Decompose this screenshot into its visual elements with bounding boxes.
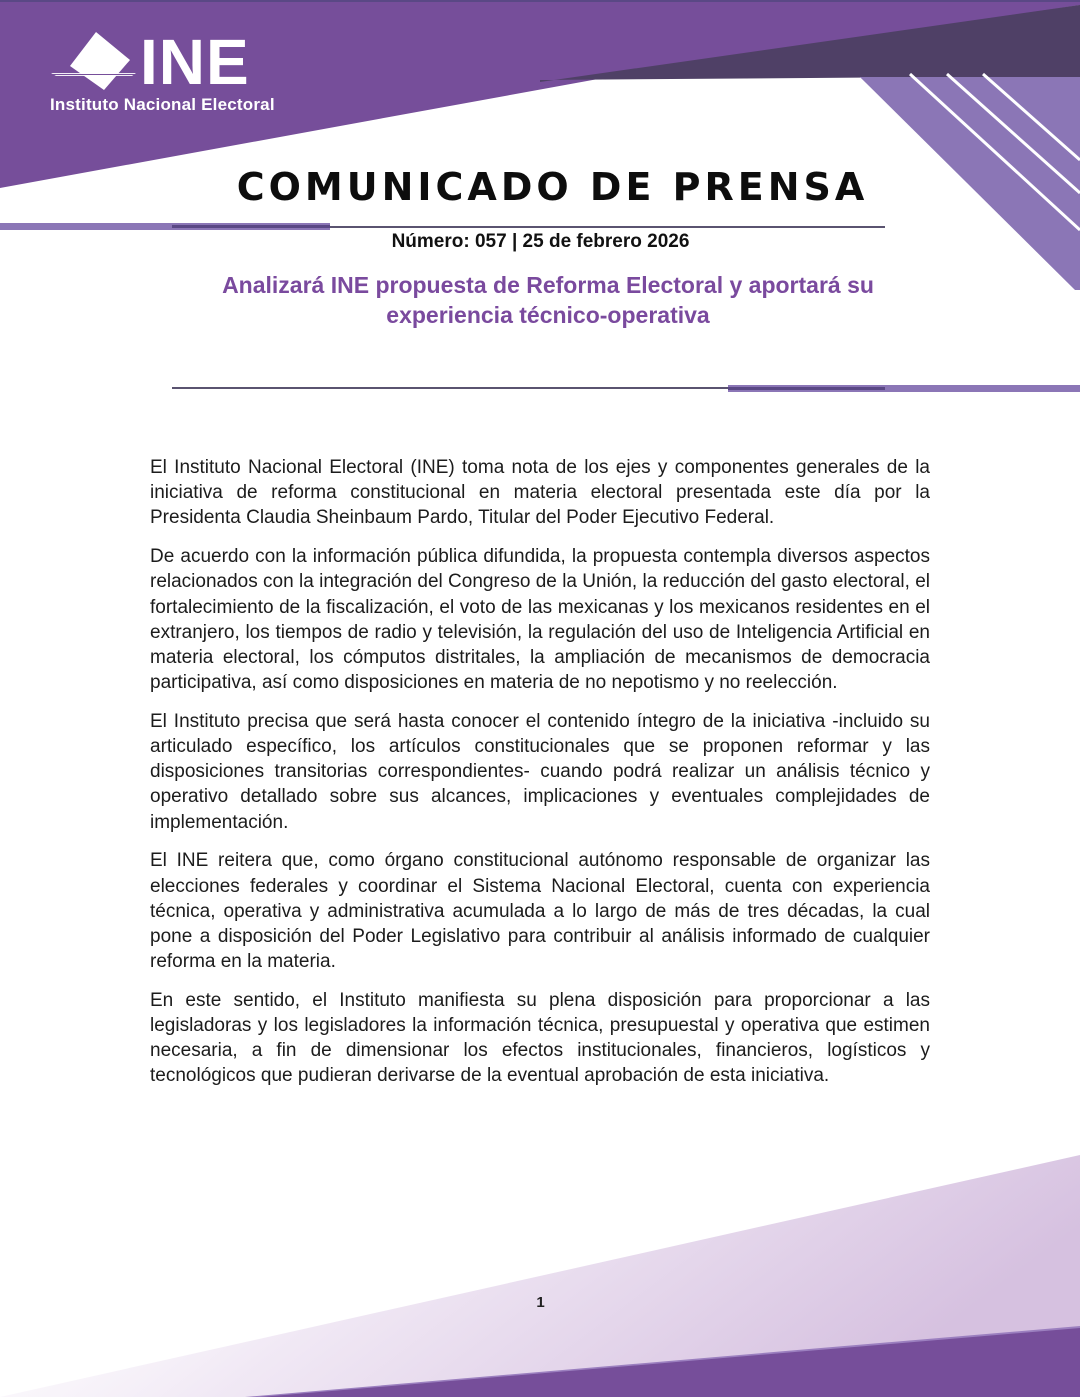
headline-line-2: experiencia técnico-operativa (386, 302, 710, 328)
press-release-body (150, 455, 930, 1102)
paragraph: De acuerdo con la información pública difundida, la propuesta contempla diversos aspectos relacionados con la integración del Congreso de la Unión, la reducción del gasto electoral, el fortalecimiento de la fiscalización, el voto de las mexicanas y los mexicanos residentes en el extranjero, los tiempos de radio y televisión, la regulación del uso de Inteligencia Artificial en materia electoral, los cómputos distritales, la ampliación de mecanismos de democracia participativa, así como disposiciones en materia de no nepotismo y no reelección. (150, 546, 930, 694)
page-number: 1 (536, 1294, 545, 1311)
logo-wordmark: INE (140, 26, 250, 98)
paragraph: El INE reitera que, como órgano constitucional autónomo responsable de organizar las elecciones federales y coordinar el Sistema Nacional Electoral, cuenta con experiencia técnica, operativa y administrativa acumulada a lo largo de más de tres décadas, la cual pone a disposición del Poder Legislativo para contribuir al análisis informado de cualquier reforma en la materia. (150, 850, 930, 973)
headline-line-1: Analizará INE propuesta de Reforma Electoral y aportará su (222, 272, 874, 298)
divider-top-dark (172, 225, 330, 228)
paragraph: El Instituto precisa que será hasta conocer el contenido íntegro de la iniciativa -incluido su articulado específico, los artículos constitucionales que se proponen reformar y las disposiciones transitorias correspondientes- cuando podrá realizar un análisis técnico y operativo detallado sobre sus alcances, implicaciones y eventuales complejidades de implementación. (150, 710, 930, 833)
headline (180, 270, 916, 330)
ballot-box-icon (48, 30, 140, 90)
page-title: COMUNICADO DE PRENSA (236, 165, 869, 209)
logo-subtitle: Instituto Nacional Electoral (50, 95, 275, 114)
release-number-date: Número: 057 | 25 de febrero 2026 (391, 231, 690, 252)
paragraph: En este sentido, el Instituto manifiesta su plena disposición para proporcionar a las legisladoras y los legisladores la información técnica, presupuestal y operativa que estimen necesaria, a fin de dimensionar los efectos institucionales, financieros, logísticos y tecnológicos que pudieran derivarse de la eventual aprobación de esta iniciativa. (150, 989, 930, 1087)
paragraph: El Instituto Nacional Electoral (INE) toma nota de los ejes y componentes generales de la iniciativa de reforma constitucional en materia electoral presentada este día por la Presidenta Claudia Sheinbaum Pardo, Titular del Poder Ejecutivo Federal. (150, 457, 930, 529)
ine-logo (48, 26, 328, 120)
divider-bottom-dark (728, 387, 885, 390)
